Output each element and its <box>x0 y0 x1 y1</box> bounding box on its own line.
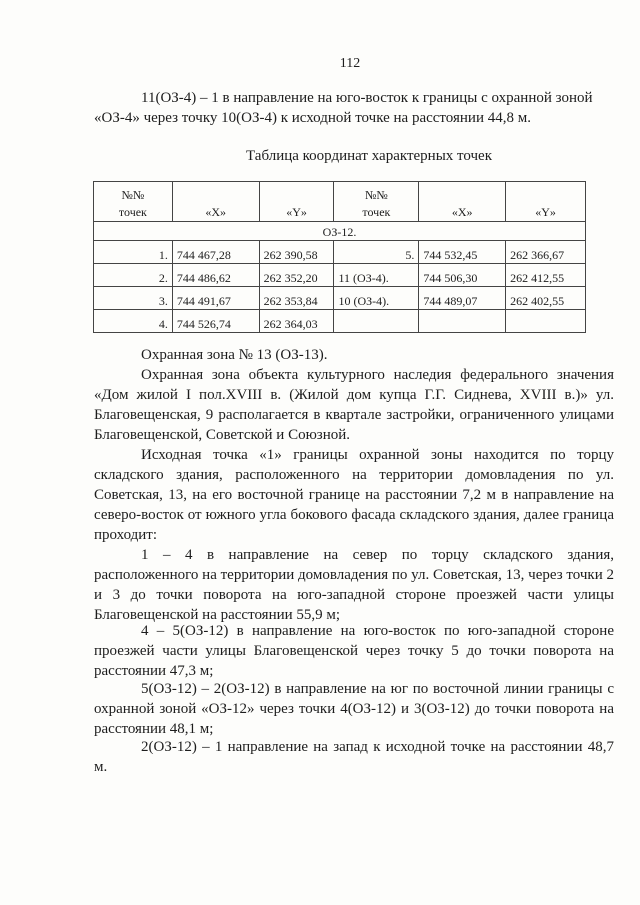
point-cell: 1. <box>94 241 173 264</box>
y-cell: 262 402,55 <box>506 287 586 310</box>
header-points-2-top: №№ <box>364 188 388 202</box>
point-cell: 4. <box>94 310 173 333</box>
x-cell: 744 532,45 <box>419 241 506 264</box>
point-cell: 5. <box>334 241 419 264</box>
paragraph-segment-4-5: 4 – 5(ОЗ-12) в направление на юго-восток по юго-западной стороне проезжей части улицы Благовещенской через точку 5 до точки поворота на расстоянии 47,3 м; <box>94 623 614 679</box>
intro-line-1: 11(ОЗ-4) – 1 в направление на юго-восток к границы с охранной зоной <box>141 90 593 106</box>
x-cell: 744 506,30 <box>419 264 506 287</box>
header-x-1: «X» <box>172 182 259 222</box>
y-cell: 262 364,03 <box>259 310 334 333</box>
header-points-2-bottom: точек <box>362 205 391 219</box>
intro-line-2: «ОЗ-4» через точку 10(ОЗ-4) к исходной точке на расстоянии 44,8 м. <box>94 110 531 126</box>
point-cell: 2. <box>94 264 173 287</box>
header-y-2: «Y» <box>506 182 586 222</box>
y-cell: 262 390,58 <box>259 241 334 264</box>
coordinates-table <box>93 181 586 333</box>
header-x-2: «X» <box>419 182 506 222</box>
point-cell: 10 (ОЗ-4). <box>334 287 419 310</box>
y-cell: 262 352,20 <box>259 264 334 287</box>
zone-heading: Охранная зона № 13 (ОЗ-13). <box>141 347 328 363</box>
table-row <box>94 310 586 333</box>
zone-row <box>94 222 586 241</box>
y-cell: 262 366,67 <box>506 241 586 264</box>
paragraph-segment-5-2: 5(ОЗ-12) – 2(ОЗ-12) в направление на юг по восточной линии границы с охранной зоной «ОЗ-12» через точки 4(ОЗ-12) и 3(ОЗ-12) до точки поворота на расстоянии 48,1 м; <box>94 681 614 737</box>
paragraph-segment-1-4: 1 – 4 в направление на север по торцу складского здания, расположенного на территории домовладения по ул. Советская, 13, через точки 2 и 3 до точки поворота на юго-западной стороне проезжей части улицы Благовещенской на расстоянии 55,9 м; <box>94 547 614 623</box>
y-cell: 262 412,55 <box>506 264 586 287</box>
x-cell <box>419 310 506 333</box>
y-cell: 262 353,84 <box>259 287 334 310</box>
y-cell <box>506 310 586 333</box>
x-cell: 744 486,62 <box>172 264 259 287</box>
page-number: 112 <box>339 56 361 71</box>
x-cell: 744 467,28 <box>172 241 259 264</box>
point-cell: 11 (ОЗ-4). <box>334 264 419 287</box>
header-points-2 <box>334 182 419 222</box>
x-cell: 744 526,74 <box>172 310 259 333</box>
table-header-row <box>94 182 586 222</box>
paragraph-start-point: Исходная точка «1» границы охранной зоны находится по торцу складского здания, расположенного на территории домовладения по ул. Советская, 13, на его восточной границе на расстоянии 7,2 м в направление на северо-восток от южного угла бокового фасада складского здания, далее граница проходит: <box>94 447 614 543</box>
header-points-1-top: №№ <box>121 188 145 202</box>
header-y-1: «Y» <box>259 182 334 222</box>
table-row <box>94 241 586 264</box>
table-row <box>94 264 586 287</box>
paragraph-description: Охранная зона объекта культурного наследия федерального значения «Дом жилой I пол.XVIII в. (Жилой дом купца Г.Г. Сиднева, XVIII в.)» ул. Благовещенская, 9 располагается в квартале застройки, ограниченного улицами Благовещенской, Советской и Союзной. <box>94 367 614 443</box>
point-cell <box>334 310 419 333</box>
header-points-1-bottom: точек <box>118 205 147 219</box>
zone-label: ОЗ-12. <box>94 222 586 241</box>
paragraph-segment-2-1: 2(ОЗ-12) – 1 направление на запад к исходной точке на расстоянии 48,7 м. <box>94 739 614 775</box>
point-cell: 3. <box>94 287 173 310</box>
x-cell: 744 491,67 <box>172 287 259 310</box>
table-title: Таблица координат характерных точек <box>246 148 492 164</box>
header-points-1 <box>94 182 173 222</box>
table-row <box>94 287 586 310</box>
x-cell: 744 489,07 <box>419 287 506 310</box>
